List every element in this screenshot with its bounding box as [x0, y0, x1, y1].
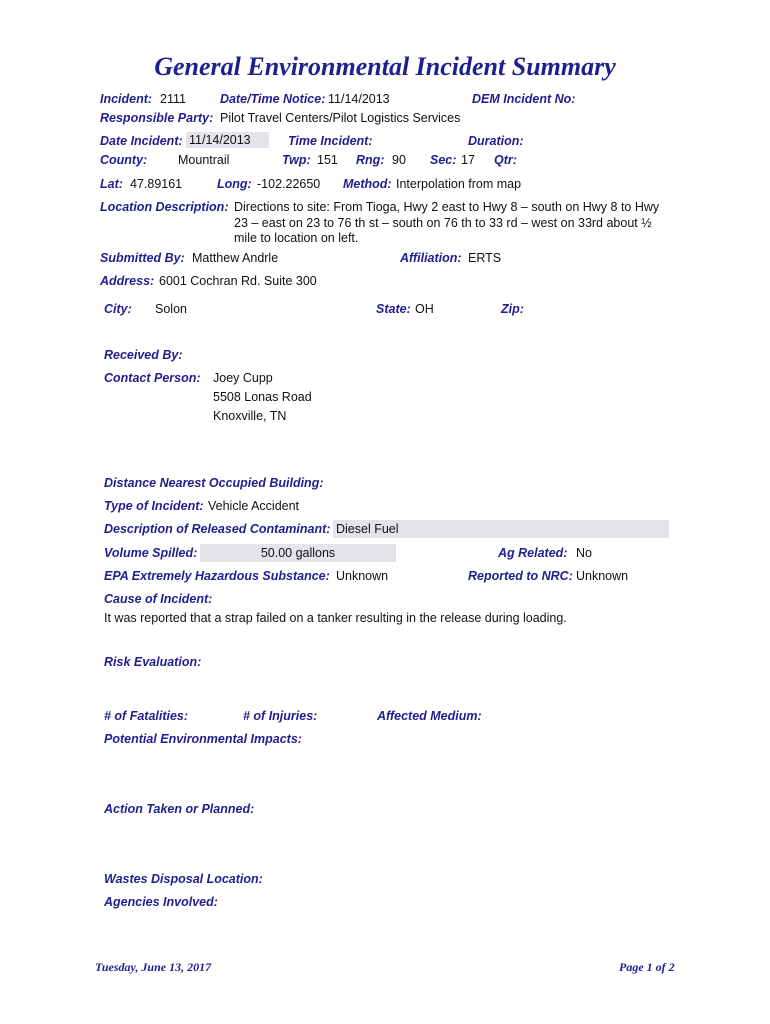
county-label: County: [100, 153, 148, 167]
cause-label: Cause of Incident: [104, 592, 213, 606]
volume-label: Volume Spilled: [104, 546, 198, 560]
nrc-value: Unknown [576, 569, 629, 583]
responsible-value: Pilot Travel Centers/Pilot Logistics Services [220, 111, 461, 125]
footer-page: Page 1 of 2 [619, 960, 675, 974]
state-value: OH [415, 302, 434, 316]
fatalities-label: # of Fatalities: [104, 709, 189, 723]
distance-label: Distance Nearest Occupied Building: [104, 476, 324, 490]
ag-value: No [576, 546, 592, 560]
lat-label: Lat: [100, 177, 123, 191]
address-value: 6001 Cochran Rd. Suite 300 [159, 274, 317, 288]
epa-label: EPA Extremely Hazardous Substance: [104, 569, 330, 583]
epa-value: Unknown [336, 569, 389, 583]
contact-label: Contact Person: [104, 371, 201, 385]
twp-value: 151 [317, 153, 338, 167]
state-label: State: [376, 302, 411, 316]
contact-city: Knoxville, TN [213, 409, 287, 423]
date-incident-label: Date Incident: [100, 134, 183, 148]
date-incident-value: 11/14/2013 [186, 132, 269, 148]
wastes-label: Wastes Disposal Location: [104, 872, 263, 886]
contact-street: 5508 Lonas Road [213, 390, 312, 404]
ag-label: Ag Related: [498, 546, 568, 560]
sec-label: Sec: [430, 153, 457, 167]
notice-value: 11/14/2013 [328, 92, 390, 106]
contaminant-label: Description of Released Contaminant: [104, 522, 331, 536]
incident-label: Incident: [100, 92, 153, 106]
contact-name: Joey Cupp [213, 371, 273, 385]
twp-label: Twp: [282, 153, 311, 167]
incident-value: 2111 [160, 92, 186, 106]
method-value: Interpolation from map [396, 177, 522, 191]
footer-date: Tuesday, June 13, 2017 [95, 960, 212, 974]
type-label: Type of Incident: [104, 499, 204, 513]
long-label: Long: [217, 177, 252, 191]
received-label: Received By: [104, 348, 183, 362]
medium-label: Affected Medium: [377, 709, 482, 723]
time-incident-label: Time Incident: [288, 134, 373, 148]
type-value: Vehicle Accident [208, 499, 300, 513]
county-value: Mountrail [178, 153, 230, 167]
cause-value: It was reported that a strap failed on a tanker resulting in the release during loading. [104, 611, 567, 625]
page-title: General Environmental Incident Summary [154, 52, 616, 81]
agencies-label: Agencies Involved: [104, 895, 218, 909]
nrc-label: Reported to NRC: [468, 569, 573, 583]
lat-value: 47.89161 [130, 177, 183, 191]
qtr-label: Qtr: [494, 153, 517, 167]
method-label: Method: [343, 177, 392, 191]
zip-label: Zip: [501, 302, 524, 316]
submitted-label: Submitted By: [100, 251, 185, 265]
risk-label: Risk Evaluation: [104, 655, 202, 669]
rng-value: 90 [392, 153, 406, 167]
dem-label: DEM Incident No: [472, 92, 576, 106]
volume-value: 50.00 gallons [200, 544, 396, 562]
sec-value: 17 [461, 153, 475, 167]
submitted-value: Matthew Andrle [192, 251, 279, 265]
affiliation-value: ERTS [468, 251, 502, 265]
location-label: Location Description: [100, 200, 229, 214]
city-value: Solon [155, 302, 187, 316]
duration-label: Duration: [468, 134, 524, 148]
long-value: -102.22650 [257, 177, 321, 191]
action-label: Action Taken or Planned: [104, 802, 255, 816]
rng-label: Rng: [356, 153, 385, 167]
address-label: Address: [100, 274, 155, 288]
notice-label: Date/Time Notice: [220, 92, 326, 106]
city-label: City: [104, 302, 132, 316]
impacts-label: Potential Environmental Impacts: [104, 732, 302, 746]
responsible-label: Responsible Party: [100, 111, 214, 125]
location-value: Directions to site: From Tioga, Hwy 2 east to Hwy 8 – south on Hwy 8 to Hwy 23 – east on 23 to 76 th st – south on 76 th to 33 rd – west on 33rd about ½ mile to location on left. [234, 200, 660, 245]
injuries-label: # of Injuries: [243, 709, 318, 723]
affiliation-label: Affiliation: [400, 251, 462, 265]
contaminant-value: Diesel Fuel [333, 520, 669, 538]
